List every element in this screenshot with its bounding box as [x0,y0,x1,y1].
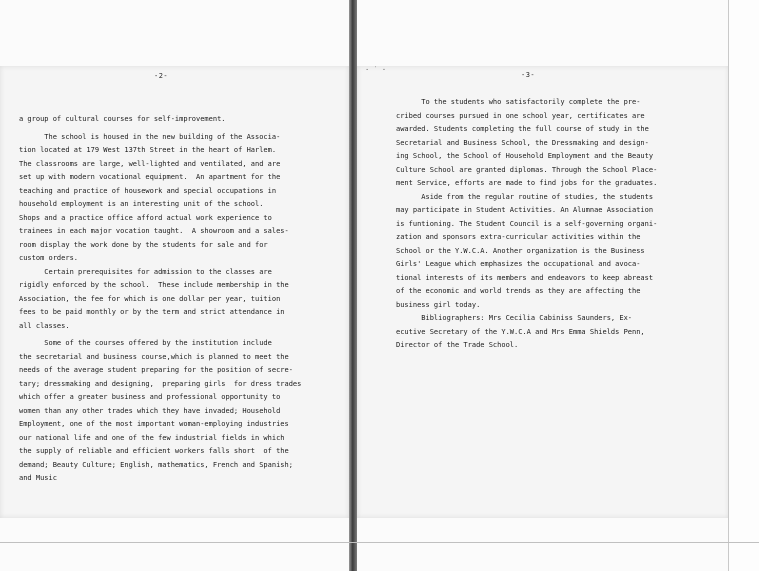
left-line-11: room display the work done by the students for sale and for [19,240,268,249]
left-line-13: Certain prerequisites for admission to the classes are [19,267,272,276]
right-line-9: may participate in Student Activities. An Alumnae Association [396,206,654,214]
left-line-5: The classrooms are large, well-lighted and ventilated, and are [19,159,281,168]
left-line-24: women than any other trades which they have invaded; Household [19,406,281,415]
left-line-3: The school is housed in the new building of the Associa- [19,132,281,141]
left-line-7: teaching and practice of housework and special occupations in [19,186,277,195]
right-line-19: Director of the Trade School. [396,341,519,349]
right-line-3: awarded. Students completing the full course of study in the [396,125,649,133]
left-line-20: the secretarial and business course,which is planned to meet the [19,352,289,361]
left-line-25: Employment, one of the most important woman-employing industries [19,420,289,428]
left-line-21: needs of the average student preparing for the position of secre- [19,366,293,374]
right-line-11: zation and sponsors extra-curricular activities within the [396,233,641,241]
left-line-29: and Music [19,474,57,482]
left-page-body [19,113,301,486]
left-line-22: tary; dressmaking and designing, preparing girls for dress trades [19,379,302,388]
left-line-6: set up with modern vocational equipment. An apartment for the [19,173,281,181]
page-bottom-edge [0,542,759,543]
right-line-16: business girl today. [396,300,481,309]
right-line-18: ecutive Secretary of the Y.W.C.A and Mrs Emma Shields Penn, [396,327,645,336]
right-line-5: ing School, the School of Household Employment and the Beauty [396,152,654,160]
right-line-17: Bibliographers: Mrs Cecilia Cabiniss Saunders, Ex- [396,314,633,322]
left-page-number: -2- [154,72,169,80]
right-line-1: To the students who satisfactorily complete the pre- [396,98,641,106]
book-gutter [349,0,357,571]
left-line-14: rigidly enforced by the school. These include membership in the [19,281,289,289]
right-line-4: Secretarial and Business School, the Dressmaking and design- [396,138,649,147]
left-line-10: trainees in each major vocation taught. A showroom and a sales- [19,227,289,235]
right-page-body [396,96,657,353]
right-page-number: -3- [521,71,536,79]
right-line-12: School or the Y.W.C.A. Another organization is the Business [396,246,645,255]
right-line-7: ment Service, efforts are made to find jobs for the graduates. [396,179,658,187]
right-line-8: Aside from the regular routine of studies, the students [396,192,654,201]
left-line-9: Shops and a practice office afford actual work experience to [19,213,272,222]
right-line-14: tional interests of its members and endeavors to keep abreast [396,273,654,282]
right-line-15: of the economic and world trends as they are affecting the [396,287,641,295]
left-line-16: fees to be paid monthly or by the term and strict attendance in [19,308,285,316]
left-line-12: custom orders. [19,254,79,262]
scan-right-margin [728,0,759,571]
left-line-23: which offer a greater business and professional opportunity to [19,393,281,401]
left-line-15: Association, the fee for which is one dollar per year, tuition [19,294,281,303]
left-line-19: Some of the courses offered by the institution include [19,339,272,347]
left-line-8: household employment is an interesting unit of the school. [19,200,264,208]
right-line-2: cribed courses pursued in one school year, certificates are [396,111,645,120]
left-line-27: the supply of reliable and efficient workers falls short of the [19,447,289,455]
right-line-6: Culture School are granted diplomas. Through the School Place- [396,165,658,174]
left-line-1: a group of cultural courses for self-improvement. [19,115,226,123]
left-line-28: demand; Beauty Culture; English, mathematics, French and Spanish; [19,460,293,469]
scan-specks: · ˙ · [365,66,387,74]
left-line-26: our national life and one of the few industrial fields in which [19,433,285,442]
left-line-17: all classes. [19,321,70,330]
right-line-13: Girls' League which emphasizes the occupational and avoca- [396,260,641,268]
right-line-10: is funtioning. The Student Council is a self-governing organi- [396,219,658,228]
left-line-4: tion located at 179 West 137th Street in the heart of Harlem. [19,146,277,154]
